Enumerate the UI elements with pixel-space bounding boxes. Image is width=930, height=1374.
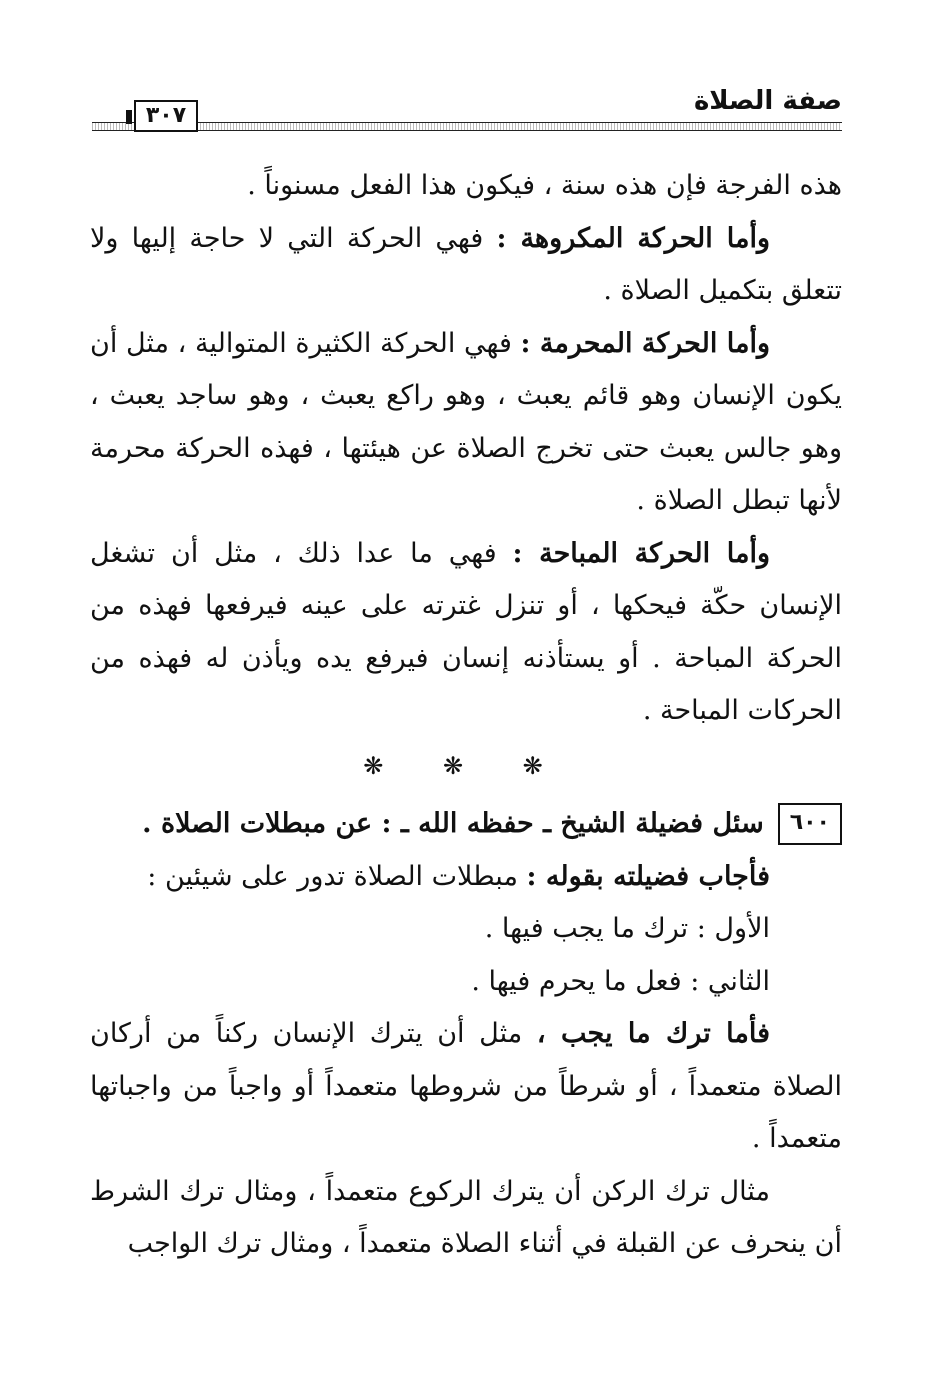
fatwa-heading (90, 798, 842, 851)
paragraph-tark (90, 1008, 842, 1166)
answer-text: مبطلات الصلاة تدور على شيئين : (147, 860, 527, 892)
term-mubah: وأما الحركة المباحة : (512, 537, 770, 569)
text-mubah: فهي ما عدا ذلك ، مثل أن تشغل الإنسان حكّة فيحكها ، أو تنزل غترته على عينه فيرفعها فهذه من الحركة المباحة . أو يستأذنه إنسان فيرفع يده ويأذن له فهذه من الحركات المباحة . (90, 537, 842, 726)
paragraph-makruh (90, 213, 842, 318)
term-makruh: وأما الحركة المكروهة : (496, 222, 770, 254)
page-body (90, 160, 842, 1271)
paragraph-mubah (90, 528, 842, 738)
fatwa-number: ٦٠٠ (778, 803, 842, 845)
section-separator: ❋ ❋ ❋ (363, 751, 569, 780)
answer-intro: فأجاب فضيلته بقوله : (526, 860, 770, 892)
item-first: الأول : ترك ما يجب فيها . (484, 913, 770, 944)
text-makruh: فهي الحركة التي لا حاجة إليها ولا تتعلق بتكميل الصلاة . (90, 222, 842, 306)
paragraph-examples: مثال ترك الركن أن يترك الركوع متعمداً ، ومثال ترك الشرط أن ينحرف عن القبلة في أثناء الصلاة متعمداً ، ومثال ترك الواجب (90, 1175, 842, 1259)
fatwa-answer (90, 851, 842, 904)
paragraph-1: هذه الفرجة فإن هذه سنة ، فيكون هذا الفعل مسنوناً . (247, 170, 842, 201)
page-number: ٣٠٧ (134, 100, 198, 132)
paragraph-muharram (90, 318, 842, 528)
term-muharram: وأما الحركة المحرمة : (520, 327, 770, 359)
chapter-title: صفة الصلاة (693, 86, 842, 116)
term-tark: فأما ترك ما يجب ، (536, 1018, 770, 1049)
fatwa-question: سئل فضيلة الشيخ ـ حفظه الله ـ : عن مبطلات الصلاة . (142, 808, 764, 839)
text-muharram: فهي الحركة الكثيرة المتوالية ، مثل أن يكون الإنسان وهو قائم يعبث ، وهو راكع يعبث ، وهو ساجد يعبث ، وهو جالس يعبث حتى تخرج الصلاة عن هيئتها ، فهذه الحركة محرمة لأنها تبطل الصلاة . (90, 327, 842, 516)
page-header (92, 86, 842, 136)
text-tark: مثل أن يترك الإنسان ركناً من أركان الصلاة متعمداً ، أو شرطاً من شروطها متعمداً أو واجباً من واجباتها متعمداً . (90, 1018, 842, 1154)
header-rule (92, 122, 842, 131)
item-second: الثاني : فعل ما يحرم فيها . (471, 965, 770, 997)
